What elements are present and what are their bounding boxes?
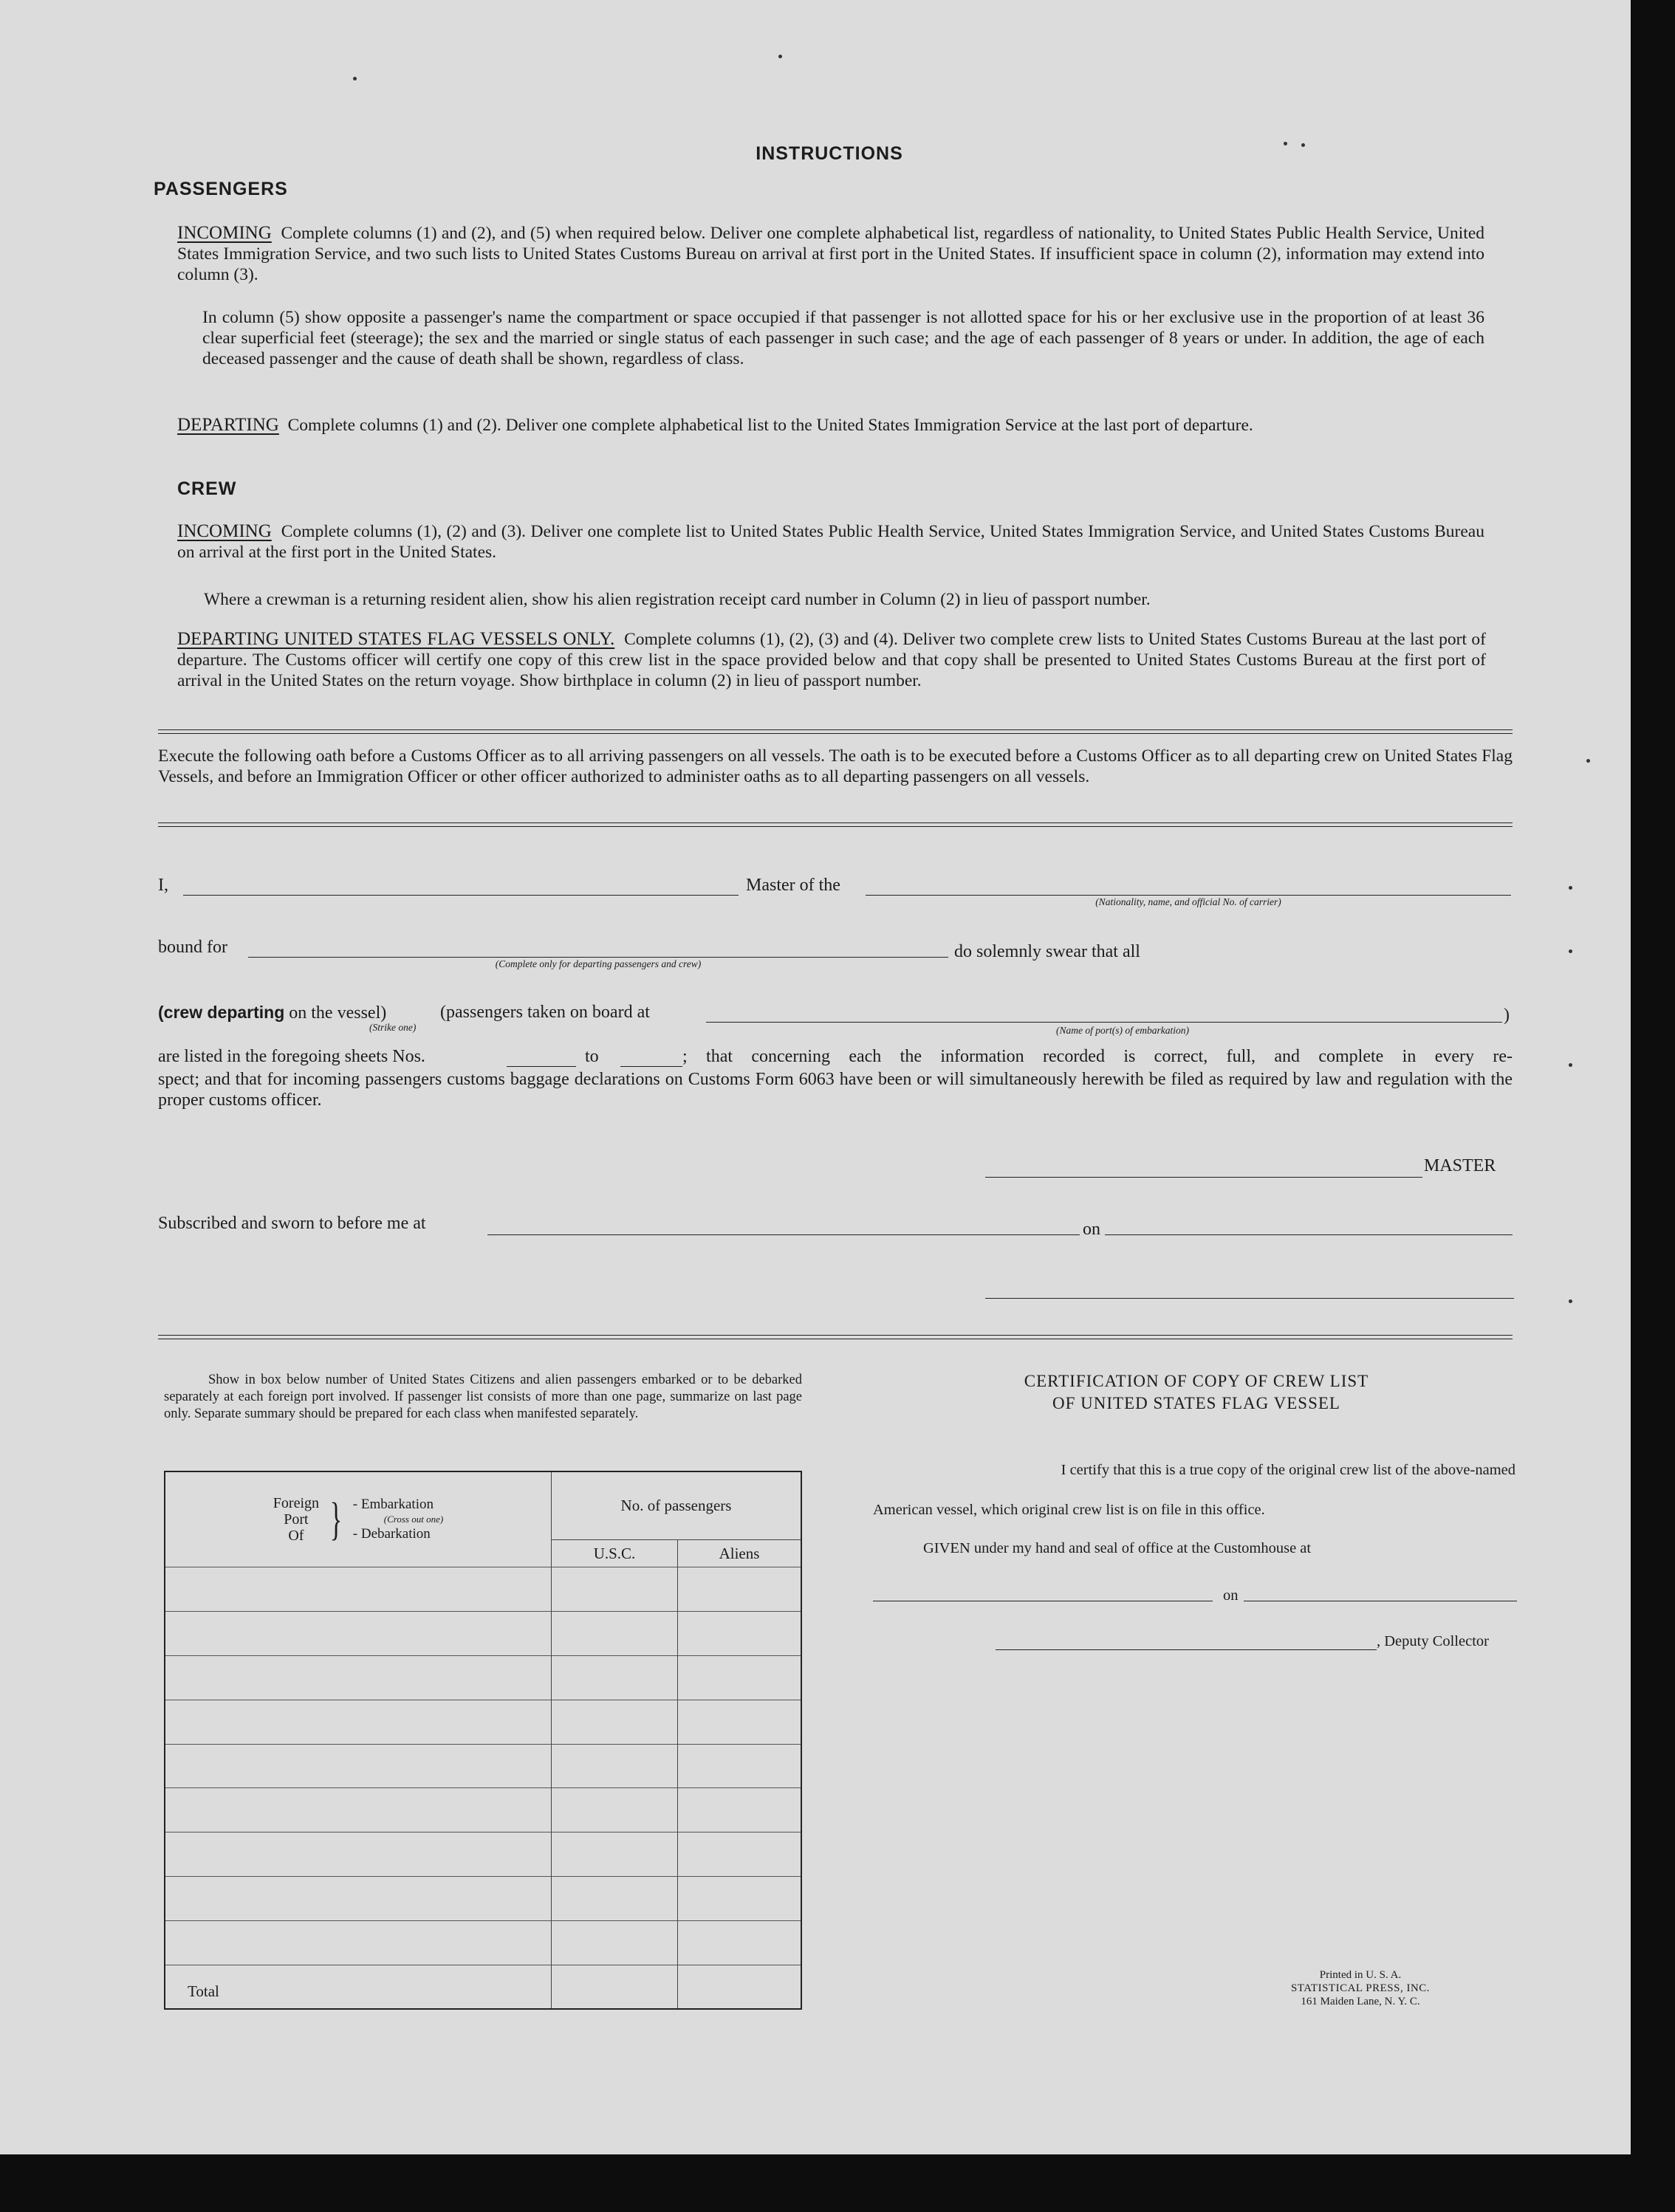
scan-speck <box>778 55 782 58</box>
aliens-cell[interactable] <box>678 1567 802 1612</box>
passengers-incoming-paragraph <box>177 223 1484 285</box>
crew-departing-text: Complete columns (1), (2), (3) and (4). Deliver two complete crew lists to United States Customs Bureau at the last port of departure. The Customs officer will certify one copy of this crew list in the space provided below and that copy shall be presented to United States Customs Bureau at the first port of arrival in the United States on the return voyage. Show birthplace in column (2) in lieu of passport number. <box>177 630 1486 690</box>
passengers-departing-paragraph <box>177 415 1484 436</box>
printer-imprint <box>1264 1968 1456 2008</box>
sworn-on-label: on <box>1083 1220 1100 1239</box>
master-of-label: Master of the <box>746 876 840 895</box>
port-cell[interactable] <box>165 1833 552 1877</box>
listed-label: are listed in the foregoing sheets Nos. <box>158 1047 425 1066</box>
oath-i-label: I, <box>158 876 168 895</box>
aliens-cell[interactable] <box>678 1700 802 1744</box>
printer-line1: Printed in U. S. A. <box>1319 1969 1402 1981</box>
port-header-of: Of <box>288 1528 304 1545</box>
listed-to-label: to <box>585 1047 599 1066</box>
on-vessel-text: on the vessel) <box>289 1003 387 1023</box>
passengers-incoming-label: INCOMING <box>177 223 272 243</box>
bound-for-caption: (Complete only for departing passengers and crew) <box>495 958 702 969</box>
crew-departing-option <box>158 1003 386 1023</box>
listed-text-1: ; that concerning each the information recorded is correct, full, and complete in every re- <box>682 1047 1513 1066</box>
port-cell[interactable] <box>165 1612 552 1656</box>
aliens-header: Aliens <box>678 1540 802 1567</box>
brace-glyph: } <box>329 1494 343 1545</box>
column5-paragraph: In column (5) show opposite a passenger's name the compartment or space occupied if that passenger is not allotted space for his or her exclusive use in the proportion of at least 36 clear superficial feet (steerage); the sex and the married or single status of each passenger in such case; and the age of each passenger of 8 years or under. In addition, the age of each deceased passenger and the cause of death shall be shown, regardless of class. <box>202 308 1484 368</box>
crew-departing-paragraph <box>177 629 1486 691</box>
crew-incoming-text: Complete columns (1), (2) and (3). Deliver one complete list to United States Public Health Service, United States Immigration Service, and United States Customs Bureau on arrival at the first port in the United States. <box>177 522 1484 562</box>
passengers-incoming-text: Complete columns (1) and (2), and (5) when required below. Deliver one complete alphabetical list, regardless of nationality, to United States Public Health Service, United States Immigration Service, and two such lists to United States Customs Bureau on arrival at first port in the United States. If insufficient space in column (2), information may extend into column (3). <box>177 224 1485 284</box>
port-cell[interactable] <box>165 1700 552 1744</box>
embarkation-option: - Embarkation <box>352 1497 434 1513</box>
usc-cell[interactable] <box>552 1656 678 1700</box>
certification-title-line2: OF UNITED STATES FLAG VESSEL <box>1052 1394 1340 1412</box>
aliens-cell[interactable] <box>678 1876 802 1920</box>
passengers-departing-text: Complete columns (1) and (2). Deliver one complete alphabetical list to the United States Immigration Service at the last port of departure. <box>287 416 1253 435</box>
aliens-cell[interactable] <box>678 1833 802 1877</box>
table-row <box>165 1833 801 1877</box>
port-column-header <box>165 1471 552 1567</box>
deputy-collector-label: , Deputy Collector <box>1377 1633 1490 1649</box>
master-label: MASTER <box>1424 1156 1496 1175</box>
printer-line3: 161 Maiden Lane, N. Y. C. <box>1301 1996 1420 2007</box>
usc-cell[interactable] <box>552 1744 678 1788</box>
usc-cell[interactable] <box>552 1567 678 1612</box>
total-label: Total <box>165 1965 552 2009</box>
scan-speck <box>1586 759 1590 763</box>
master-signature-field[interactable] <box>985 1177 1422 1178</box>
crew-incoming-paragraph <box>177 521 1484 563</box>
aliens-cell[interactable] <box>678 1920 802 1965</box>
aliens-cell[interactable] <box>678 1744 802 1788</box>
scan-speck <box>1569 949 1572 953</box>
usc-cell[interactable] <box>552 1700 678 1744</box>
crew-heading: CREW <box>177 478 237 499</box>
crew-departing-label: DEPARTING UNITED STATES FLAG VESSELS ONLY. <box>177 629 615 649</box>
no-passengers-header: No. of passengers <box>552 1471 802 1540</box>
subscribed-label: Subscribed and sworn to before me at <box>158 1214 426 1233</box>
certification-given: GIVEN under my hand and seal of office at the Customhouse at <box>923 1540 1312 1556</box>
passengers-taken-label: (passengers taken on board at <box>440 1003 650 1022</box>
sheet-from-field[interactable] <box>507 1066 576 1067</box>
bound-for-label: bound for <box>158 938 227 957</box>
scan-speck <box>1569 1063 1572 1067</box>
bound-for-field[interactable] <box>248 957 948 958</box>
certification-text-2: American vessel, which original crew list is on file in this office. <box>873 1502 1265 1518</box>
certification-on-label: on <box>1223 1587 1239 1604</box>
passenger-summary-table <box>164 1471 802 2010</box>
port-header-port: Port <box>284 1511 309 1528</box>
table-row <box>165 1700 801 1744</box>
listed-text-2: spect; and that for incoming passengers customs baggage declarations on Customs Form 6063 have been or will simultaneously herewith be filed as required by law and regulation with the proper customs officer. <box>158 1070 1513 1110</box>
sheet-to-field[interactable] <box>620 1066 682 1067</box>
section-divider <box>158 1335 1513 1339</box>
usc-cell[interactable] <box>552 1788 678 1833</box>
table-row <box>165 1612 801 1656</box>
usc-cell[interactable] <box>552 1920 678 1965</box>
certification-title <box>864 1370 1529 1415</box>
table-row <box>165 1876 801 1920</box>
usc-cell[interactable] <box>552 1876 678 1920</box>
oath-intro-paragraph: Execute the following oath before a Customs Officer as to all arriving passengers on all vessels. The oath is to be executed before a Customs Officer as to all departing crew on United States Flag Vessels, and before an Immigration Officer or other officer authorized to administer oaths as to all departing passengers on all vessels. <box>158 746 1513 786</box>
port-cell[interactable] <box>165 1788 552 1833</box>
page-title: INSTRUCTIONS <box>756 143 903 164</box>
master-name-field[interactable] <box>183 895 739 896</box>
debarkation-option: - Debarkation <box>352 1526 431 1542</box>
usc-header: U.S.C. <box>552 1540 678 1567</box>
certification-text-1: I certify that this is a true copy of the original crew list of the above-named <box>1061 1462 1515 1478</box>
table-row <box>165 1920 801 1965</box>
port-cell[interactable] <box>165 1744 552 1788</box>
aliens-cell[interactable] <box>678 1788 802 1833</box>
table-row <box>165 1744 801 1788</box>
carrier-caption: (Nationality, name, and official No. of carrier) <box>1095 896 1281 907</box>
crew-resident-paragraph: Where a crewman is a returning resident alien, show his alien registration receipt card number in Column (2) in lieu of passport number. <box>204 590 1151 609</box>
table-row <box>165 1567 801 1612</box>
cross-out-note: (Cross out one) <box>383 1514 444 1525</box>
aliens-cell[interactable] <box>678 1612 802 1656</box>
passengers-heading: PASSENGERS <box>154 179 288 199</box>
table-row <box>165 1788 801 1833</box>
strike-caption: (Strike one) <box>369 1022 417 1033</box>
section-divider <box>158 822 1513 827</box>
summary-instructions: Show in box below number of United States Citizens and alien passengers embarked or to be debarked separately at each foreign port involved. If passenger list consists of more than one page, summarize on last page only. Separate summary should be prepared for each class when manifested separately. <box>164 1373 802 1421</box>
port-header-foreign: Foreign <box>273 1495 320 1512</box>
port-cell[interactable] <box>165 1567 552 1612</box>
section-divider <box>158 729 1513 734</box>
embarkation-caption: (Name of port(s) of embarkation) <box>1056 1025 1189 1036</box>
usc-total-cell[interactable] <box>552 1965 678 2009</box>
usc-cell[interactable] <box>552 1612 678 1656</box>
sworn-date-field[interactable] <box>1105 1234 1513 1235</box>
officer-signature-field[interactable] <box>985 1298 1514 1299</box>
deputy-signature-field[interactable] <box>996 1649 1377 1650</box>
port-cell[interactable] <box>165 1920 552 1965</box>
close-paren: ) <box>1504 1006 1510 1025</box>
crew-departing-text: (crew departing <box>158 1003 285 1022</box>
table-row <box>165 1656 801 1700</box>
scan-speck <box>353 77 357 80</box>
certification-title-line1: CERTIFICATION OF COPY OF CREW LIST <box>1024 1372 1369 1390</box>
printer-line2: STATISTICAL PRESS, INC. <box>1290 1982 1431 1994</box>
port-cell[interactable] <box>165 1656 552 1700</box>
scan-speck <box>1569 886 1572 890</box>
sworn-place-field[interactable] <box>487 1234 1080 1235</box>
port-cell[interactable] <box>165 1876 552 1920</box>
embarkation-field[interactable] <box>706 1022 1502 1023</box>
crew-incoming-label: INCOMING <box>177 521 272 541</box>
swear-label: do solemnly swear that all <box>954 942 1140 961</box>
total-row <box>165 1965 801 2009</box>
usc-cell[interactable] <box>552 1833 678 1877</box>
passengers-departing-label: DEPARTING <box>177 415 279 435</box>
scan-speck <box>1569 1299 1572 1303</box>
aliens-total-cell[interactable] <box>678 1965 802 2009</box>
carrier-field[interactable] <box>866 895 1511 896</box>
aliens-cell[interactable] <box>678 1656 802 1700</box>
